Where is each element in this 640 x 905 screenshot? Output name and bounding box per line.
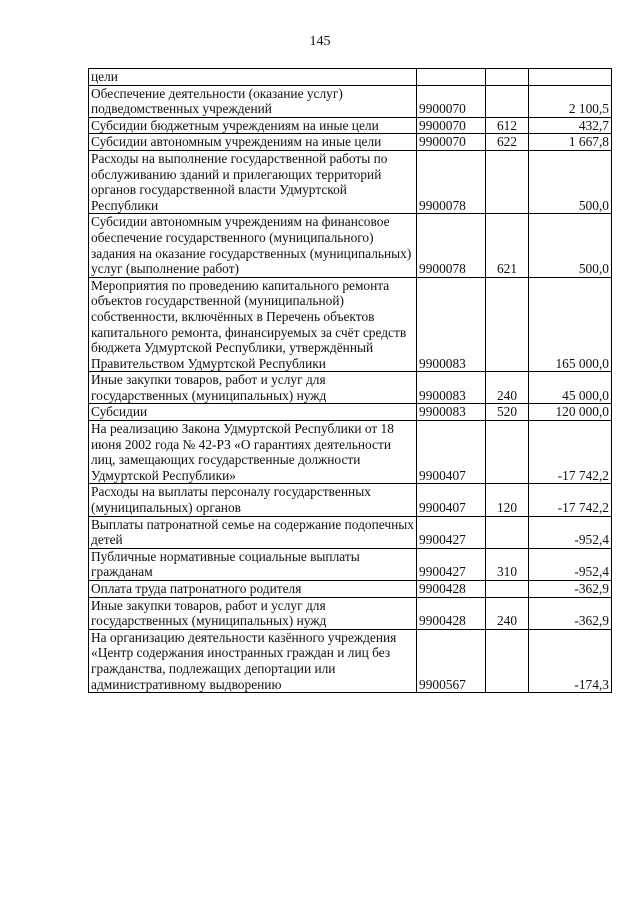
row-expense-type: 622 bbox=[486, 134, 529, 151]
row-amount: -174,3 bbox=[529, 629, 612, 692]
row-amount: -17 742,2 bbox=[529, 421, 612, 484]
row-amount: -952,4 bbox=[529, 548, 612, 580]
table-row bbox=[89, 597, 612, 629]
row-expense-type bbox=[486, 629, 529, 692]
row-expense-type: 240 bbox=[486, 597, 529, 629]
row-code bbox=[417, 69, 486, 86]
row-name: Выплаты патронатной семье на содержание подопечных детей bbox=[89, 516, 417, 548]
row-expense-type bbox=[486, 421, 529, 484]
table-row bbox=[89, 516, 612, 548]
row-expense-type: 310 bbox=[486, 548, 529, 580]
row-amount: -362,9 bbox=[529, 597, 612, 629]
row-code: 9900083 bbox=[417, 372, 486, 404]
row-name: Расходы на выполнение государственной работы по обслуживанию зданий и прилегающих территорий органов государственной власти Удмуртской Республики bbox=[89, 150, 417, 213]
row-code: 9900567 bbox=[417, 629, 486, 692]
row-name: Субсидии автономным учреждениям на иные цели bbox=[89, 134, 417, 151]
page-number: 145 bbox=[309, 34, 331, 49]
table-row bbox=[89, 421, 612, 484]
table-row bbox=[89, 581, 612, 598]
row-name: На реализацию Закона Удмуртской Республики от 18 июня 2002 года № 42-РЗ «О гарантиях деятельности лиц, замещающих государственные должности Удмуртской Республики» bbox=[89, 421, 417, 484]
row-code: 9900407 bbox=[417, 484, 486, 516]
table-row bbox=[89, 548, 612, 580]
row-expense-type: 120 bbox=[486, 484, 529, 516]
row-name: Обеспечение деятельности (оказание услуг) подведомственных учреждений bbox=[89, 85, 417, 117]
row-code: 9900070 bbox=[417, 85, 486, 117]
row-code: 9900070 bbox=[417, 134, 486, 151]
row-expense-type bbox=[486, 581, 529, 598]
row-name: цели bbox=[89, 69, 417, 86]
row-name: Расходы на выплаты персоналу государственных (муниципальных) органов bbox=[89, 484, 417, 516]
row-name: Субсидии bbox=[89, 404, 417, 421]
row-name: Иные закупки товаров, работ и услуг для государственных (муниципальных) нужд bbox=[89, 597, 417, 629]
row-name: Иные закупки товаров, работ и услуг для государственных (муниципальных) нужд bbox=[89, 372, 417, 404]
row-name: Субсидии бюджетным учреждениям на иные цели bbox=[89, 117, 417, 134]
row-amount: 165 000,0 bbox=[529, 277, 612, 372]
row-amount: 1 667,8 bbox=[529, 134, 612, 151]
row-expense-type bbox=[486, 277, 529, 372]
row-expense-type: 240 bbox=[486, 372, 529, 404]
table-row bbox=[89, 372, 612, 404]
table-row bbox=[89, 277, 612, 372]
table-row bbox=[89, 117, 612, 134]
row-code: 9900428 bbox=[417, 581, 486, 598]
row-code: 9900427 bbox=[417, 516, 486, 548]
row-expense-type: 621 bbox=[486, 214, 529, 277]
table-row bbox=[89, 214, 612, 277]
row-name: Публичные нормативные социальные выплаты гражданам bbox=[89, 548, 417, 580]
row-code: 9900427 bbox=[417, 548, 486, 580]
row-code: 9900428 bbox=[417, 597, 486, 629]
row-name: На организацию деятельности казённого учреждения «Центр содержания иностранных граждан и лиц без гражданства, подлежащих депортации или административному выдворению bbox=[89, 629, 417, 692]
row-expense-type bbox=[486, 516, 529, 548]
table-row bbox=[89, 404, 612, 421]
row-code: 9900078 bbox=[417, 150, 486, 213]
row-amount: 500,0 bbox=[529, 214, 612, 277]
table-row bbox=[89, 85, 612, 117]
row-name: Мероприятия по проведению капитального ремонта объектов государственной (муниципальной) собственности, включённых в Перечень объектов капитального ремонта, финансируемых за счёт средств бюджета Удмуртской Республики, утверждённый Правительством Удмуртской Республики bbox=[89, 277, 417, 372]
table-row bbox=[89, 69, 612, 86]
row-code: 9900070 bbox=[417, 117, 486, 134]
row-expense-type bbox=[486, 85, 529, 117]
table-row bbox=[89, 629, 612, 692]
row-amount: -362,9 bbox=[529, 581, 612, 598]
table-row bbox=[89, 150, 612, 213]
row-code: 9900083 bbox=[417, 404, 486, 421]
table-row bbox=[89, 134, 612, 151]
row-amount: 45 000,0 bbox=[529, 372, 612, 404]
table-row bbox=[89, 484, 612, 516]
row-amount: -17 742,2 bbox=[529, 484, 612, 516]
row-amount: 500,0 bbox=[529, 150, 612, 213]
row-expense-type bbox=[486, 150, 529, 213]
budget-table bbox=[88, 68, 612, 693]
row-amount: -952,4 bbox=[529, 516, 612, 548]
row-amount: 2 100,5 bbox=[529, 85, 612, 117]
row-expense-type bbox=[486, 69, 529, 86]
row-code: 9900083 bbox=[417, 277, 486, 372]
row-expense-type: 612 bbox=[486, 117, 529, 134]
row-amount bbox=[529, 69, 612, 86]
row-amount: 432,7 bbox=[529, 117, 612, 134]
row-code: 9900407 bbox=[417, 421, 486, 484]
row-code: 9900078 bbox=[417, 214, 486, 277]
row-name: Субсидии автономным учреждениям на финансовое обеспечение государственного (муниципального) задания на оказание государственных (муниципальных) услуг (выполнение работ) bbox=[89, 214, 417, 277]
row-name: Оплата труда патронатного родителя bbox=[89, 581, 417, 598]
row-expense-type: 520 bbox=[486, 404, 529, 421]
row-amount: 120 000,0 bbox=[529, 404, 612, 421]
